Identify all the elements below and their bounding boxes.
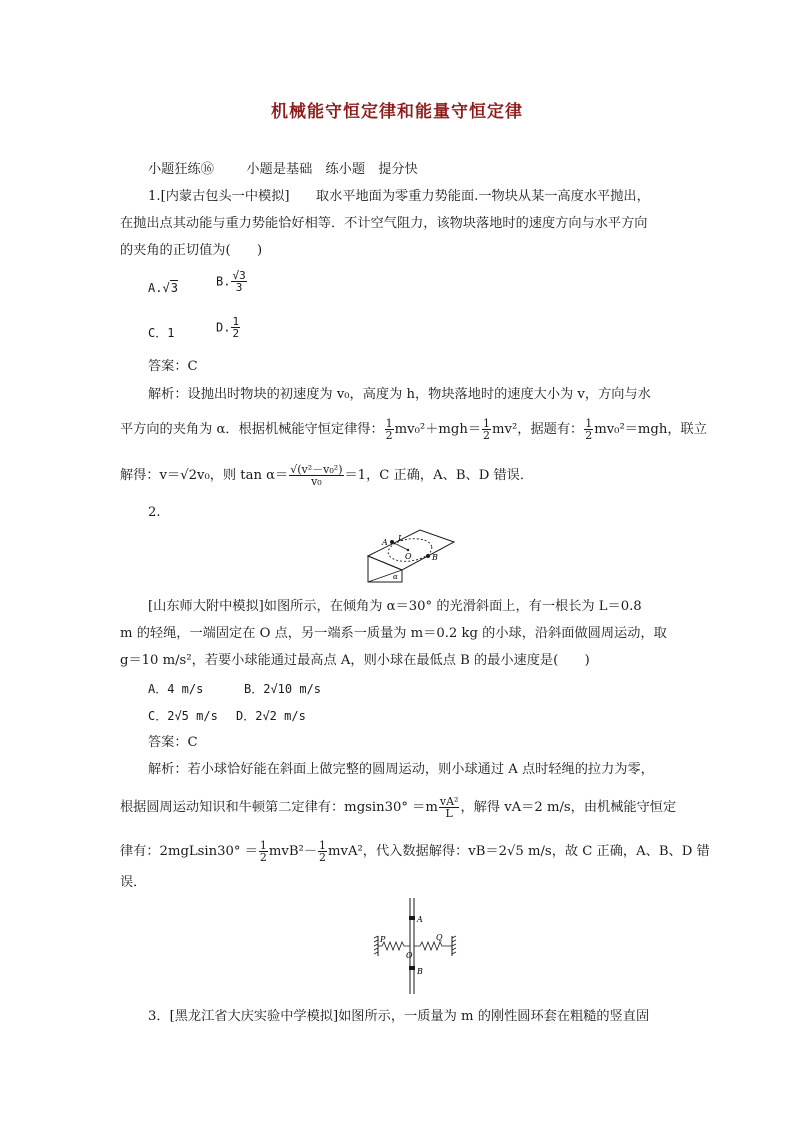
q1-option-c: C．1 — [148, 326, 175, 340]
ball-b — [426, 554, 430, 558]
q2-explanation-line-3: 律有：2mgLsin30° ＝ $\frac{1}{2}$ mvB²－ $\frac{1}{2}$ mvA²，代入数据解得：vB＝2√5 m/s，故 C 正确，A、B、D 错 — [120, 839, 710, 864]
section-header — [148, 160, 418, 180]
q1-option-d: D. $\frac{1}{2}$ — [216, 315, 240, 340]
hatch-left — [374, 936, 378, 954]
series-slogan: 小题是基础 练小题 提分快 — [246, 162, 418, 177]
point-b-mark — [409, 966, 415, 970]
q2-explanation-line-1: 解析：若小球恰好能在斜面上做完整的圆周运动，则小球通过 A 点时轻绳的拉力为零， — [148, 762, 654, 777]
incline-plane — [368, 530, 454, 570]
q1-explanation-line-3: 解得：v＝√2v₀，则 tan α＝ $\frac{\text{√(v²－v₀²)}}{\text{v₀}}$ ＝1，C 正确，A、B、D 错误． — [120, 463, 534, 488]
label-a: A — [417, 915, 423, 924]
point-a-mark — [409, 916, 415, 920]
label-b: B — [417, 967, 423, 976]
q1-explanation-line-1: 解析：设抛出时物块的初速度为 v₀，高度为 h，物块落地时的速度大小为 v，方向与水 — [148, 387, 651, 402]
q2-option-a: A．4 m/s — [148, 682, 204, 696]
label-q: Q — [436, 933, 443, 942]
q2-explanation-line-4: 误． — [120, 875, 147, 890]
q2-stem-line-2: m 的轻绳，一端固定在 O 点，另一端系一质量为 m＝0.2 kg 的小球，沿斜面做圆周运动，取 — [120, 626, 667, 641]
q2-option-d: D．2√2 m/s — [236, 709, 306, 723]
label-a: A — [382, 538, 388, 547]
ball-a — [390, 540, 394, 544]
label-o: O — [405, 552, 412, 561]
q2-explanation-line-2: 根据圆周运动知识和牛顿第二定律有：mgsin30° ＝m $\frac{\text{vA²}}{L}$ ，解得 vA＝2 m/s，由机械能守恒定 — [120, 795, 677, 820]
q2-stem-line-1: [山东师大附中模拟]如图所示，在倾角为 α＝30° 的光滑斜面上，有一根长为 L＝0.8 — [148, 599, 642, 614]
label-b: B — [432, 553, 438, 562]
label-alpha: α — [393, 573, 398, 581]
q2-answer: 答案：C — [148, 735, 198, 750]
rope-line — [392, 542, 408, 550]
center-o — [407, 549, 409, 551]
q2-option-b: B．2√10 m/s — [244, 682, 322, 696]
page-title: 机械能守恒定律和能量守恒定律 — [271, 102, 523, 122]
q1-stem-line-3: 的夹角的正切值为( ) — [120, 243, 263, 258]
spring-right — [414, 942, 452, 950]
q1-answer: 答案：C — [148, 359, 198, 374]
q2-stem-line-3: g＝10 m/s²，若要小球能通过最高点 A，则小球在最低点 B 的最小速度是( ) — [120, 653, 590, 668]
q3-rod-spring-figure — [372, 898, 458, 994]
q2-incline-figure — [360, 526, 460, 588]
series-label: 小题狂练⑯ — [148, 162, 214, 177]
q1-stem-line-2: 在抛出点其动能与重力势能恰好相等．不计空气阻力，该物块落地时的速度方向与水平方向 — [120, 216, 648, 231]
label-o: O — [406, 951, 413, 960]
label-p: P — [380, 935, 386, 944]
q1-stem-line-1: 1.[内蒙古包头一中模拟] 取水平地面为零重力势能面.一物块从某一高度水平抛出， — [148, 189, 650, 204]
q1-explanation-line-2: 平方向的夹角为 α．根据机械能守恒定律得： $\frac{1}{2}$ mv₀²＋mgh＝ $\frac{1}{2}$ mv²，据题有： $\frac{1}{2}$ mv₀²＝mgh，联立 — [120, 417, 707, 442]
q2-option-c: C．2√5 m/s — [148, 709, 218, 723]
q3-stem-line-1: 3．[黑龙江省大庆实验中学模拟]如图所示，一质量为 m 的刚性圆环套在粗糙的竖直固 — [148, 1009, 650, 1024]
hatch-right — [452, 936, 456, 954]
q2-number: 2. — [148, 505, 161, 520]
q1-option-a: A.√3 — [148, 281, 178, 295]
label-l: L — [398, 534, 404, 543]
q1-option-b: B. $\frac{√3}{3}$ — [216, 269, 246, 294]
